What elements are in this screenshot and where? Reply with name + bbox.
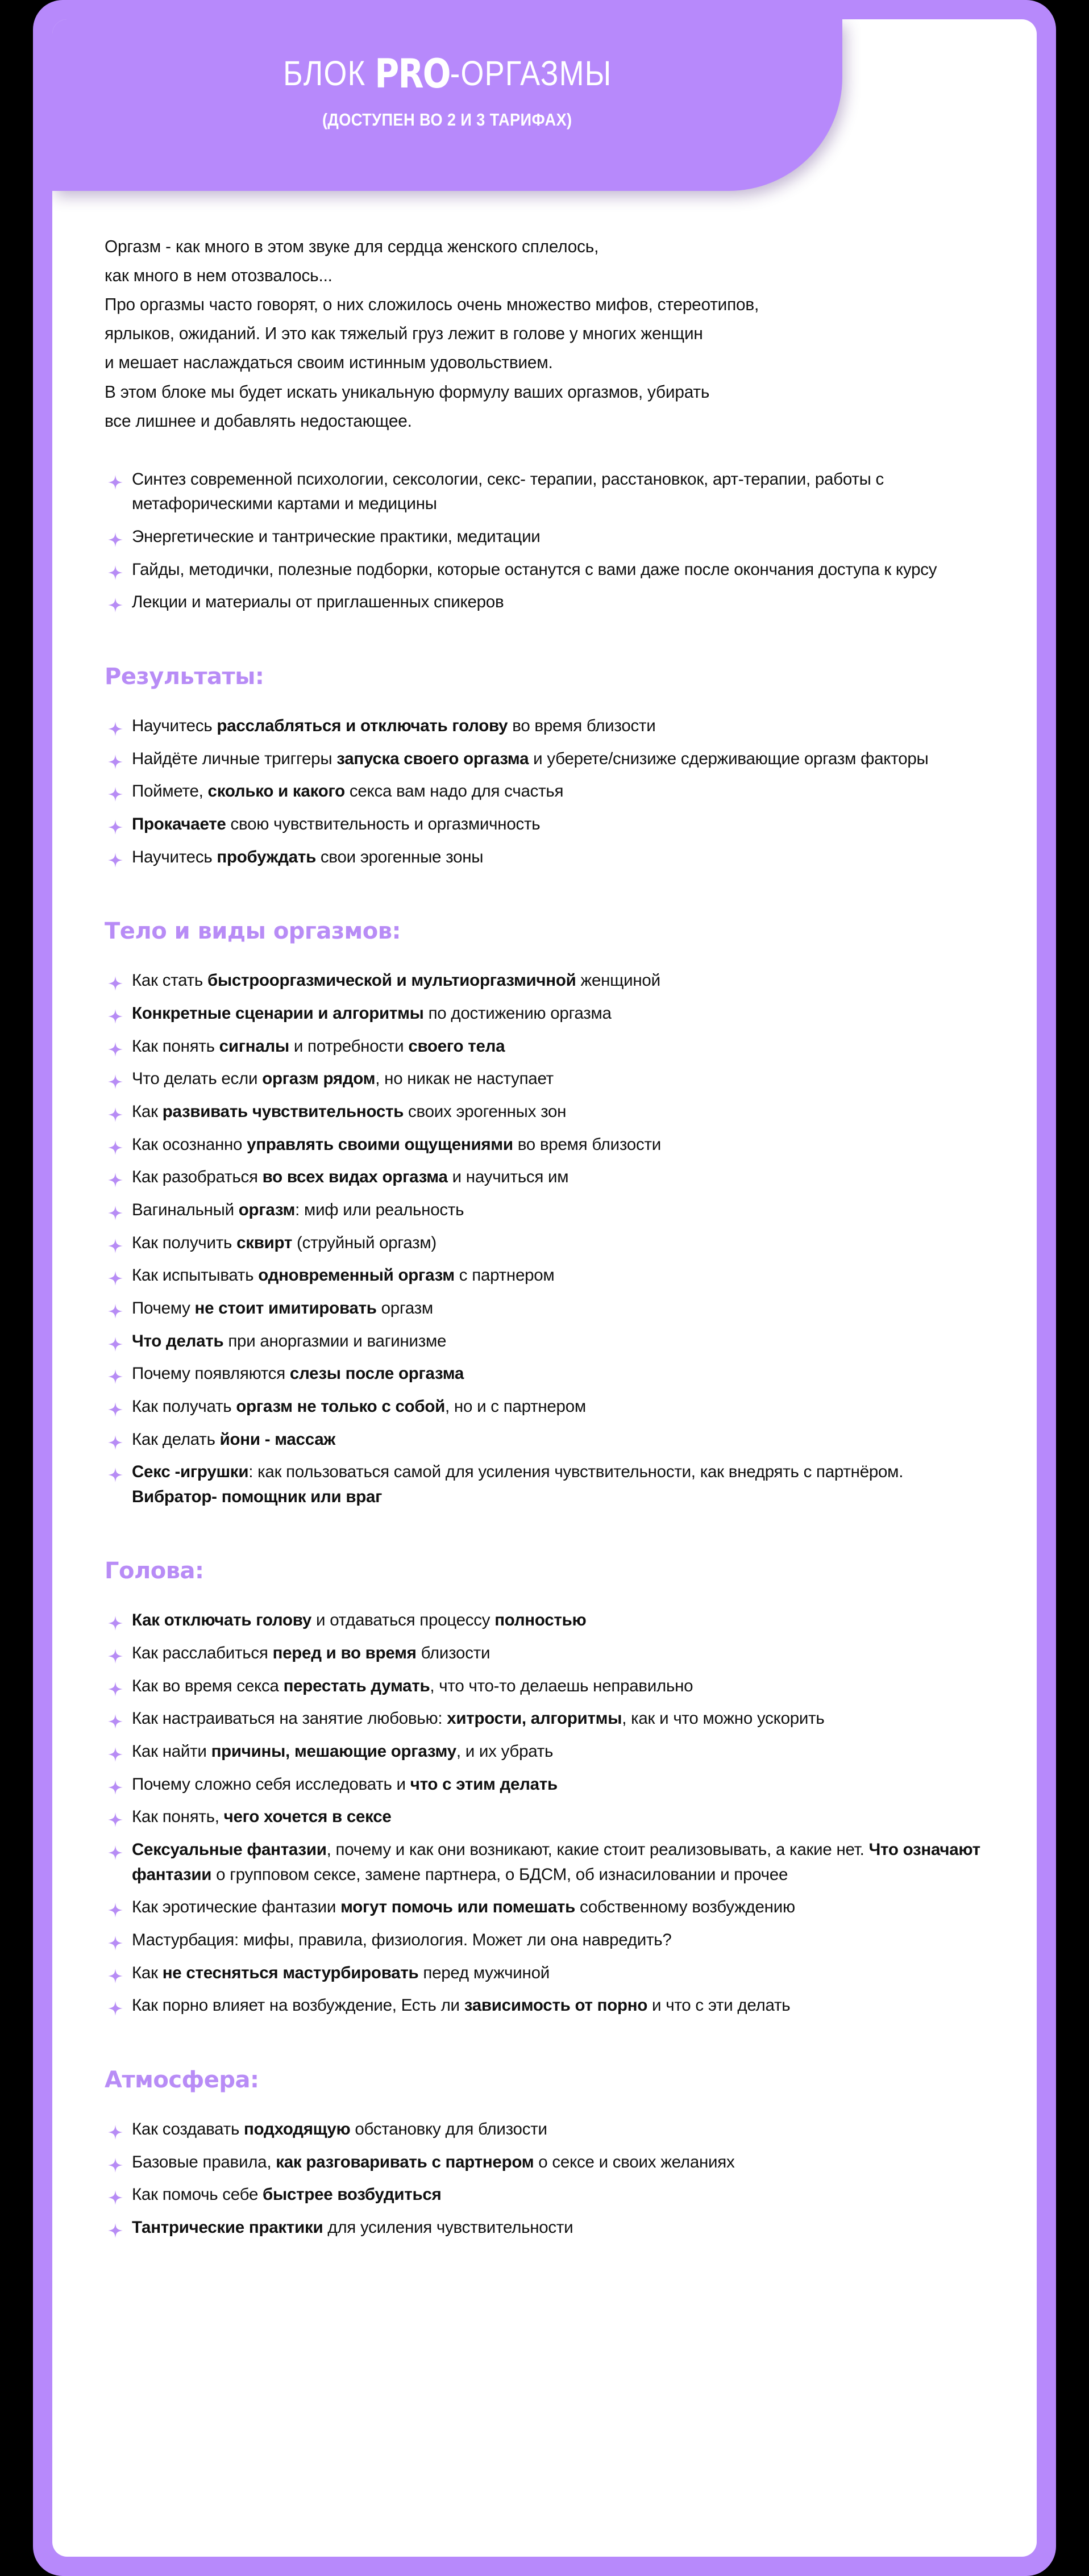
- title-prefix: БЛОК: [282, 54, 375, 93]
- sparkle-icon: [108, 1301, 123, 1316]
- list-item: [105, 1198, 984, 1223]
- list-item-text: Почему сложно себя исследовать и что с этим делать: [132, 1774, 558, 1794]
- list-item-text: Что делать при аноргазмии и вагинизме: [132, 1331, 447, 1350]
- section-heading: Результаты:: [105, 664, 264, 690]
- list-item: [105, 2150, 984, 2175]
- feature-list-item: [105, 557, 984, 582]
- sparkle-icon: [108, 1236, 123, 1251]
- list-item-text: Поймете, сколько и какого секса вам надо для счастья: [132, 782, 564, 801]
- list-item: [105, 1772, 984, 1797]
- list-item: [105, 1993, 984, 2018]
- sparkle-icon: [108, 1366, 123, 1381]
- list-item: [105, 747, 984, 772]
- list-item-text: Как развивать чувствительность своих эрогенных зон: [132, 1102, 567, 1121]
- sparkle-icon: [108, 1933, 123, 1948]
- section-list: [105, 1608, 984, 2018]
- list-item: [105, 1674, 984, 1699]
- sparkle-icon: [108, 2220, 123, 2235]
- list-item-text: Научитесь пробуждать свои эрогенные зоны: [132, 847, 484, 866]
- intro-line: Про оргазмы часто говорят, о них сложилось очень множество мифов, стереотипов,: [105, 294, 759, 315]
- sparkle-icon: [108, 1268, 123, 1283]
- sparkle-icon: [108, 1998, 123, 2013]
- sparkle-icon: [108, 562, 123, 577]
- list-item-text: Как во время секса перестать думать, что что-то делаешь неправильно: [132, 1676, 693, 1695]
- list-item: [105, 1928, 984, 1953]
- content-section: [105, 664, 984, 869]
- list-item: [105, 1837, 984, 1887]
- list-item-text: Научитесь расслабляться и отключать голову во время близости: [132, 716, 656, 736]
- bottom-spacer: [105, 2248, 984, 2333]
- title-suffix: -ОРГАЗМЫ: [450, 54, 612, 93]
- intro-line: Оргазм - как много в этом звуке для сердца женского сплелось,: [105, 236, 599, 256]
- sparkle-icon: [108, 1334, 123, 1349]
- list-item-text: Как порно влияет на возбуждение, Есть ли зависимость от порно и что с эти делать: [132, 1996, 791, 2015]
- sparkle-icon: [108, 1744, 123, 1759]
- sparkle-icon: [108, 1711, 123, 1726]
- list-item-text: Как получать оргазм не только с собой, но и с партнером: [132, 1397, 586, 1416]
- list-item: [105, 1165, 984, 1190]
- list-item-text: Тантрические практики для усиления чувствительности: [132, 2217, 573, 2237]
- section-heading: Голова:: [105, 1558, 204, 1585]
- list-item: [105, 1641, 984, 1666]
- intro-paragraph: [105, 233, 949, 434]
- list-item: [105, 845, 984, 870]
- list-item: [105, 1231, 984, 1256]
- section-list: [105, 714, 984, 869]
- sparkle-icon: [108, 1810, 123, 1824]
- list-item-text: Секс -игрушки: как пользоваться самой для усиления чувствительности, как внедрять с партнёром. Вибратор- помощник или враг: [132, 1462, 904, 1506]
- sparkle-icon: [108, 784, 123, 799]
- intro-line: все лишнее и добавлять недостающее.: [105, 410, 412, 431]
- list-item-text: Сексуальные фантазии, почему и как они возникают, какие стоит реализовывать, а какие нет. Что означают фантазии о групповом сексе, замене партнера, о БДСМ, об изнасиловании и прочее: [132, 1840, 980, 1884]
- list-item: [105, 812, 984, 837]
- sparkle-icon: [108, 595, 123, 610]
- feature-list-item: [105, 590, 984, 615]
- feature-list-item: [105, 467, 984, 516]
- feature-list: [105, 467, 984, 615]
- sparkle-icon: [108, 1900, 123, 1915]
- header-banner: [52, 19, 842, 191]
- list-item: [105, 1394, 984, 1419]
- list-item: [105, 1895, 984, 1920]
- list-item-text: Найдёте личные триггеры запуска своего оргазма и уберете/снизиже сдерживающие оргазм факторы: [132, 749, 929, 768]
- list-item: [105, 2182, 984, 2207]
- sparkle-icon: [108, 1170, 123, 1185]
- sparkle-icon: [108, 1432, 123, 1447]
- content-section: [105, 918, 984, 1509]
- sparkle-icon: [108, 1006, 123, 1021]
- list-item-text: Как испытывать одновременный оргазм с партнером: [132, 1266, 555, 1285]
- sparkle-icon: [108, 472, 123, 487]
- list-item: [105, 1329, 984, 1354]
- intro-line: ярлыков, ожиданий. И это как тяжелый груз лежит в голове у многих женщин: [105, 323, 703, 344]
- sparkle-icon: [108, 1646, 123, 1661]
- list-item-text: Энергетические и тантрические практики, медитации: [132, 527, 541, 547]
- sparkle-icon: [108, 1465, 123, 1479]
- intro-line: и мешает наслаждаться своим истинным удовольствием.: [105, 352, 553, 373]
- sparkle-icon: [108, 1966, 123, 1981]
- pro-logo: PRO: [375, 51, 450, 98]
- header-subtitle: (ДОСТУПЕН ВО 2 И 3 ТАРИФАХ): [322, 109, 572, 130]
- sparkle-icon: [108, 2122, 123, 2137]
- sections-container: [105, 664, 984, 2240]
- section-list: [105, 968, 984, 1509]
- sparkle-icon: [108, 973, 123, 988]
- list-item-text: Прокачаете свою чувствительность и оргазмичность: [132, 815, 541, 834]
- list-item-text: Как найти причины, мешающие оргазму, и их убрать: [132, 1742, 554, 1761]
- list-item: [105, 968, 984, 993]
- list-item-text: Как эротические фантазии могут помочь или помешать собственному возбуждению: [132, 1898, 795, 1917]
- list-item: [105, 1706, 984, 1731]
- list-item-text: Как расслабиться перед и во время близости: [132, 1644, 491, 1663]
- list-item-text: Как понять сигналы и потребности своего тела: [132, 1036, 505, 1056]
- sparkle-icon: [108, 2187, 123, 2202]
- page-frame: [33, 0, 1056, 2576]
- list-item: [105, 2117, 984, 2142]
- list-item-text: Как получить сквирт (струйный оргазм): [132, 1233, 437, 1252]
- intro-line: как много в нем отозвалось...: [105, 265, 332, 286]
- page-title: [282, 51, 612, 98]
- sparkle-icon: [108, 1203, 123, 1218]
- list-item-text: Как разобраться во всех видах оргазма и научиться им: [132, 1168, 569, 1187]
- list-item-text: Почему не стоит имитировать оргазм: [132, 1298, 433, 1318]
- content-section: [105, 2067, 984, 2240]
- list-item-text: Мастурбация: мифы, правила, физиология. Может ли она навредить?: [132, 1931, 672, 1950]
- sparkle-icon: [108, 850, 123, 865]
- list-item: [105, 1132, 984, 1157]
- list-item: [105, 1034, 984, 1059]
- list-item: [105, 714, 984, 739]
- sparkle-icon: [108, 1679, 123, 1694]
- sparkle-icon: [108, 817, 123, 832]
- list-item: [105, 1361, 984, 1386]
- list-item-text: Как помочь себе быстрее возбудиться: [132, 2185, 442, 2204]
- list-item-text: Как отключать голову и отдаваться процессу полностью: [132, 1611, 587, 1630]
- list-item: [105, 1739, 984, 1764]
- list-item-text: Почему появляются слезы после оргазма: [132, 1364, 464, 1383]
- list-item-text: Базовые правила, как разговаривать с партнером о сексе и своих желаниях: [132, 2152, 735, 2171]
- sparkle-icon: [108, 530, 123, 544]
- feature-list-item: [105, 524, 984, 549]
- list-item: [105, 1001, 984, 1026]
- section-heading: Тело и виды оргазмов:: [105, 918, 401, 945]
- list-item: [105, 2215, 984, 2240]
- list-item-text: Как понять, чего хочется в сексе: [132, 1807, 392, 1827]
- list-item: [105, 1099, 984, 1124]
- list-item: [105, 1608, 984, 1633]
- content-section: [105, 1558, 984, 2018]
- section-list: [105, 2117, 984, 2240]
- sparkle-icon: [108, 1399, 123, 1414]
- list-item: [105, 1263, 984, 1288]
- list-item: [105, 1427, 984, 1452]
- sparkle-icon: [108, 2155, 123, 2170]
- list-item: [105, 1804, 984, 1829]
- sparkle-icon: [108, 1613, 123, 1628]
- intro-line: В этом блоке мы будет искать уникальную формулу ваших оргазмов, убирать: [105, 381, 710, 402]
- list-item-text: Лекции и материалы от приглашенных спикеров: [132, 593, 504, 612]
- content-area: [52, 191, 1037, 2385]
- list-item: [105, 779, 984, 804]
- list-item-text: Как не стесняться мастурбировать перед мужчиной: [132, 1963, 550, 1982]
- list-item-text: Что делать если оргазм рядом, но никак не наступает: [132, 1069, 554, 1089]
- sparkle-icon: [108, 1072, 123, 1086]
- list-item-text: Конкретные сценарии и алгоритмы по достижению оргазма: [132, 1003, 612, 1023]
- list-item-text: Синтез современной психологии, сексологии, секс- терапии, расстановкок, арт-терапии, работы с метафорическими картами и медицины: [132, 469, 884, 514]
- list-item-text: Как осознанно управлять своими ощущениями во время близости: [132, 1135, 661, 1154]
- list-item: [105, 1961, 984, 1986]
- list-item: [105, 1066, 984, 1091]
- sparkle-icon: [108, 752, 123, 766]
- sparkle-icon: [108, 1843, 123, 1857]
- sparkle-icon: [108, 1137, 123, 1152]
- list-item-text: Как делать йони - массаж: [132, 1429, 336, 1449]
- section-heading: Атмосфера:: [105, 2067, 259, 2094]
- list-item-text: Вагинальный оргазм: миф или реальность: [132, 1200, 464, 1219]
- list-item: [105, 1460, 984, 1509]
- list-item-text: Гайды, методички, полезные подборки, которые останутся с вами даже после окончания доступа к курсу: [132, 560, 937, 579]
- list-item-text: Как создавать подходящую обстановку для близости: [132, 2120, 547, 2139]
- sparkle-icon: [108, 719, 123, 733]
- list-item-text: Как стать быстрооргазмической и мультиоргазмичной женщиной: [132, 971, 660, 990]
- sparkle-icon: [108, 1039, 123, 1054]
- sparkle-icon: [108, 1104, 123, 1119]
- list-item: [105, 1296, 984, 1321]
- sparkle-icon: [108, 1777, 123, 1792]
- list-item-text: Как настраиваться на занятие любовью: хитрости, алгоритмы, как и что можно ускорить: [132, 1709, 825, 1728]
- page-card: [52, 19, 1037, 2557]
